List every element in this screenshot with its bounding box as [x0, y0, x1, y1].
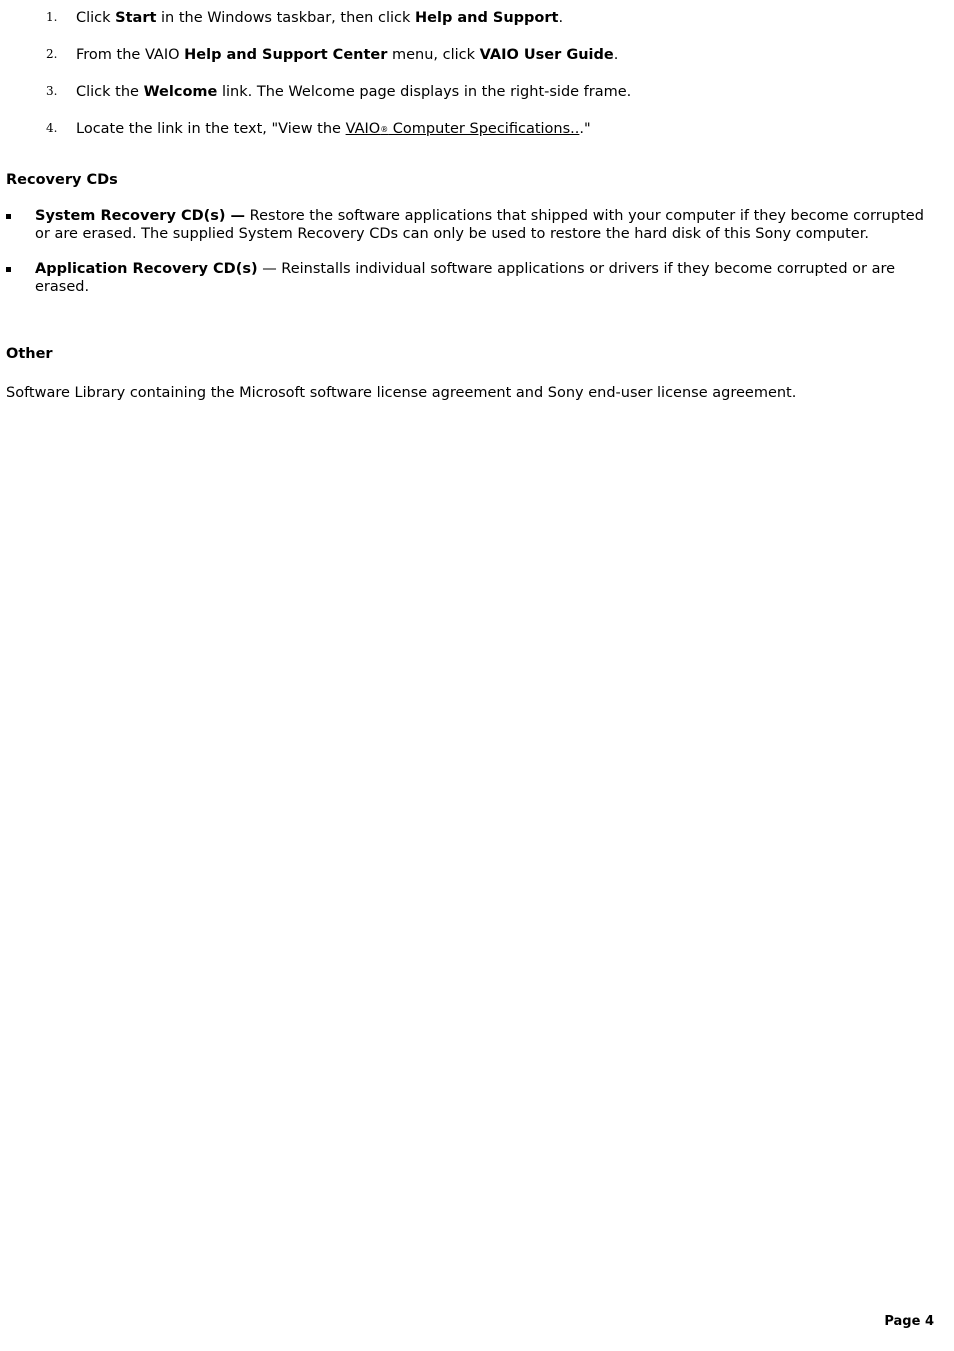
- list-item-text: System Recovery CD(s) — Restore the software applications that shipped with your computer if they become corrupted or are erased. The supplied System Recovery CDs can only be used to restore the hard disk of this Sony computer.: [35, 208, 924, 242]
- page-number: Page 4: [884, 1314, 934, 1329]
- square-bullet-icon: [6, 214, 11, 219]
- vaio-specifications-link[interactable]: VAIO® Computer Specifications..: [345, 121, 580, 137]
- step-text: From the VAIO Help and Support Center menu, click VAIO User Guide.: [76, 47, 619, 63]
- list-item: [0, 261, 954, 296]
- bold-term: Help and Support: [415, 10, 559, 26]
- step-2: [0, 45, 954, 82]
- registered-mark: ®: [380, 125, 389, 134]
- recovery-cds-heading: Recovery CDs: [6, 172, 118, 188]
- step-text: Click Start in the Windows taskbar, then click Help and Support.: [76, 10, 564, 26]
- list-item-text: Application Recovery CD(s) — Reinstalls individual software applications or drivers if they become corrupted or are erased.: [35, 261, 896, 295]
- step-3: [0, 82, 954, 119]
- bold-term: Welcome: [143, 84, 218, 100]
- list-item: [0, 208, 954, 243]
- bold-term: VAIO User Guide: [479, 47, 614, 63]
- step-number: 3.: [46, 84, 58, 98]
- bold-term: Start: [115, 10, 157, 26]
- step-number: 2.: [46, 47, 58, 61]
- step-text: Locate the link in the text, "View the VAIO® Computer Specifications...": [76, 121, 591, 137]
- other-heading: Other: [6, 346, 53, 362]
- recovery-cd-list: [0, 208, 954, 314]
- bold-term: Help and Support Center: [184, 47, 388, 63]
- numbered-steps: [0, 8, 954, 156]
- step-number: 4.: [46, 121, 58, 135]
- step-number: 1.: [46, 10, 58, 24]
- bold-term: System Recovery CD(s) —: [35, 208, 246, 224]
- bold-term: Application Recovery CD(s): [35, 261, 258, 277]
- square-bullet-icon: [6, 267, 11, 272]
- step-4: [0, 119, 954, 156]
- other-paragraph: Software Library containing the Microsoft software license agreement and Sony end-user license agreement.: [6, 385, 797, 401]
- step-1: [0, 8, 954, 45]
- step-text: Click the Welcome link. The Welcome page displays in the right-side frame.: [76, 84, 632, 100]
